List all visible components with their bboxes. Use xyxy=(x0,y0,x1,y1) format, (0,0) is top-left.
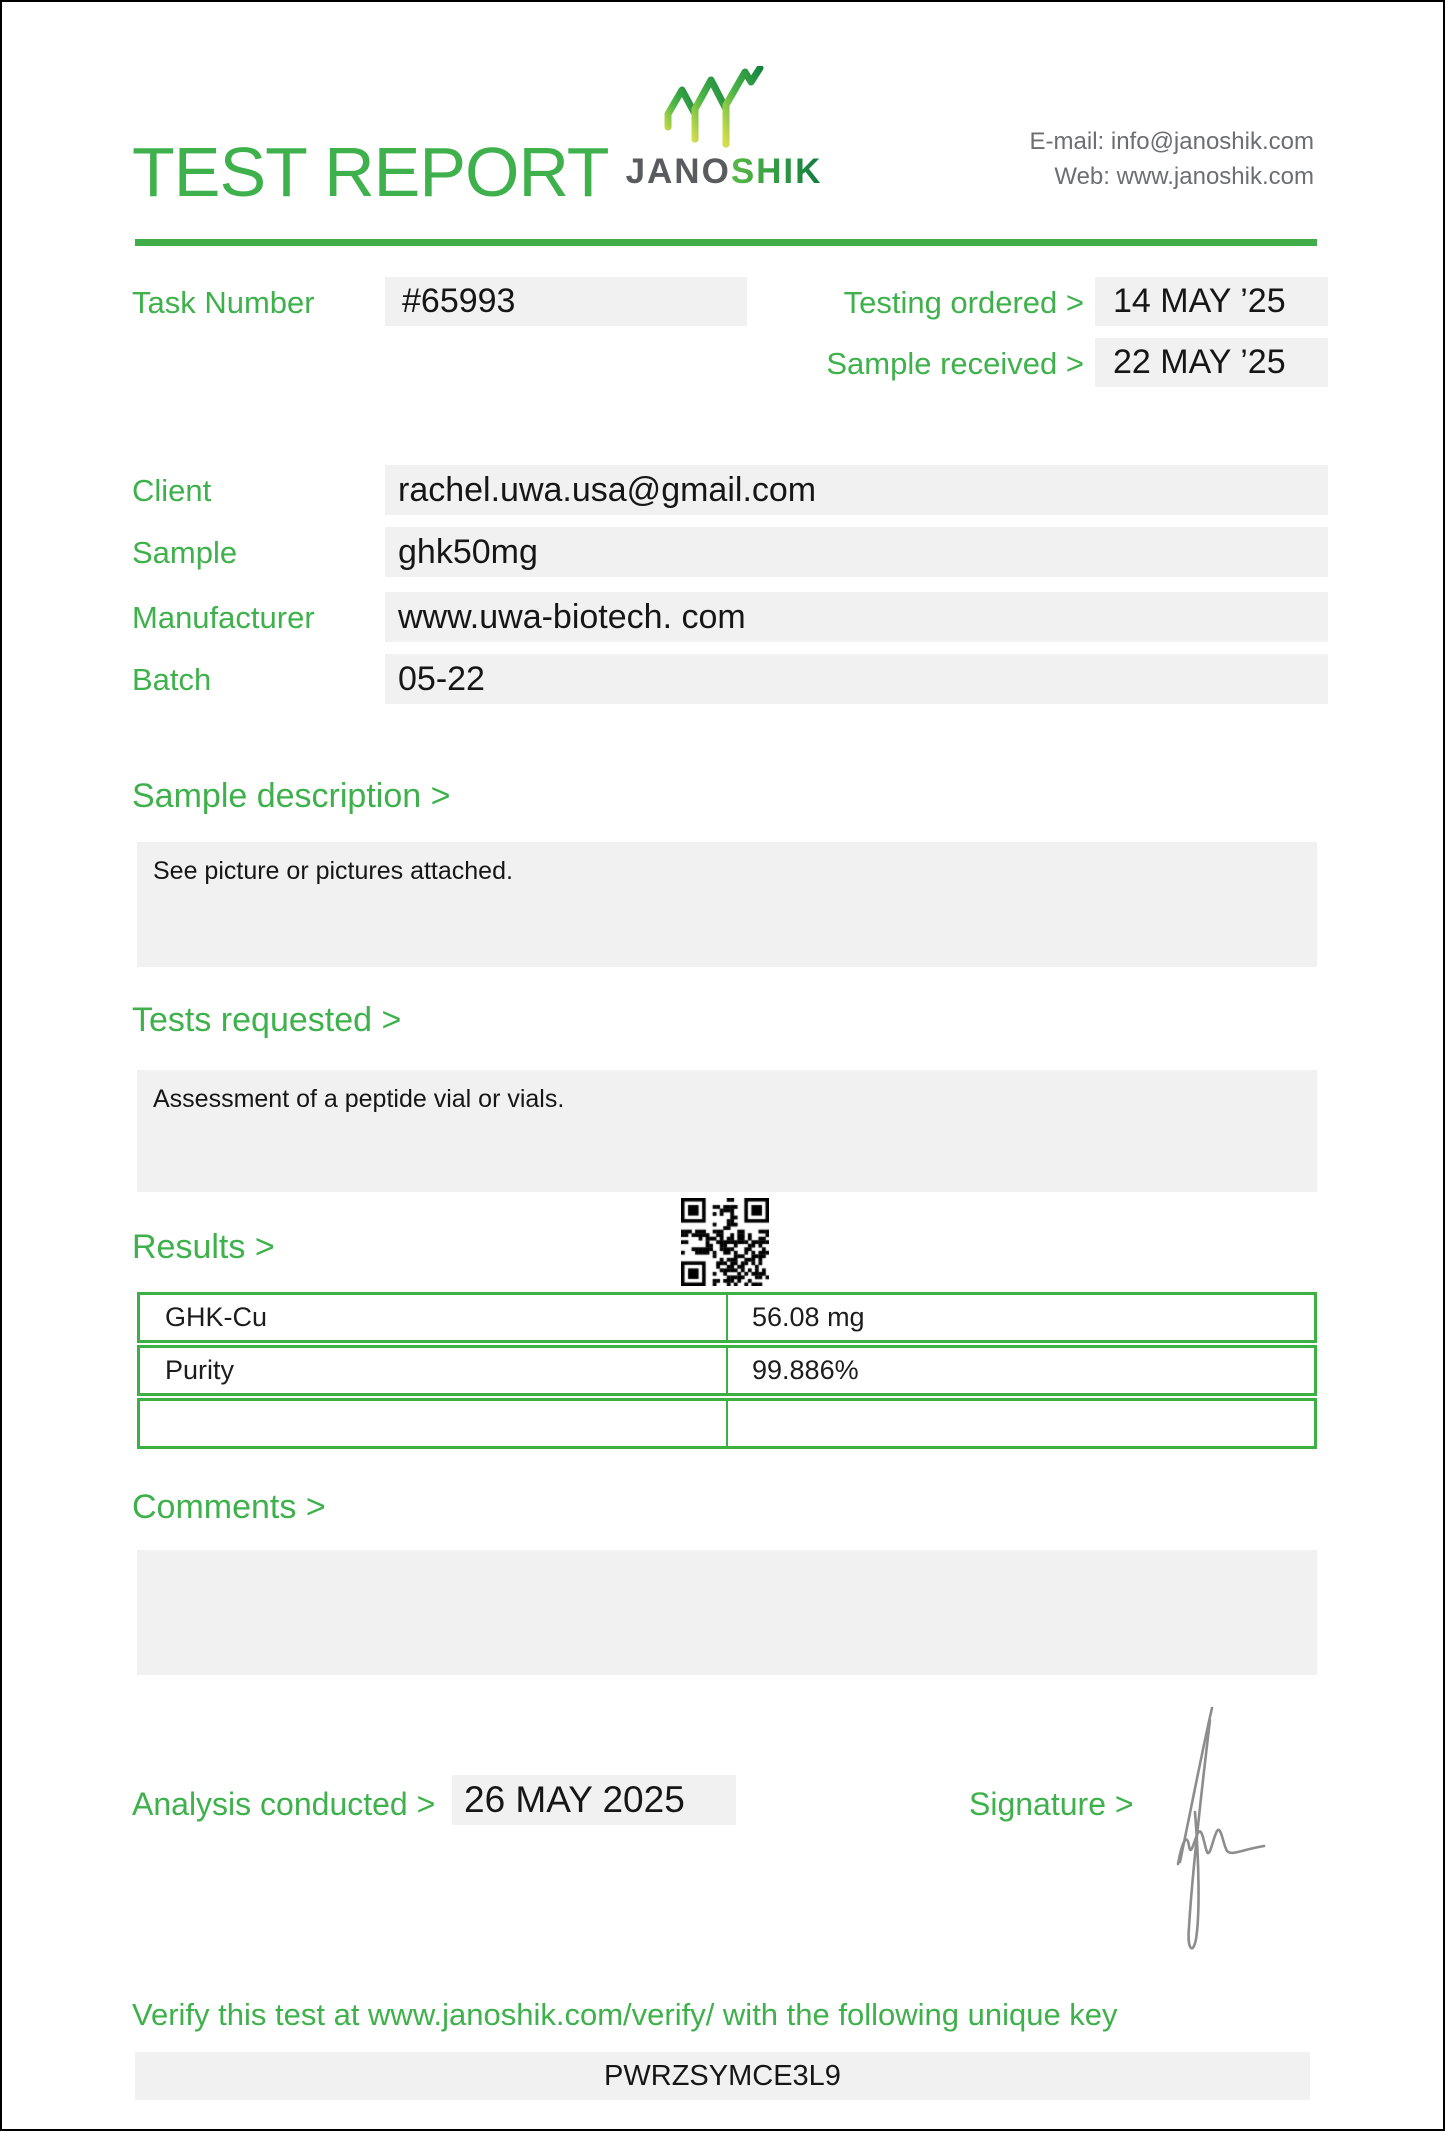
logo-wordmark xyxy=(624,154,824,190)
verify-key: PWRZSYMCE3L9 xyxy=(135,2052,1310,2100)
analysis-conducted-date: 26 MAY 2025 xyxy=(452,1775,736,1825)
web-text: Web: www.janoshik.com xyxy=(1054,163,1314,190)
sample-description-heading: Sample description > xyxy=(132,777,451,815)
result-value-cell: 99.886% xyxy=(752,1355,859,1385)
testing-ordered-label: Testing ordered > xyxy=(843,285,1084,320)
results-heading: Results > xyxy=(132,1228,275,1266)
logo-chart-icon xyxy=(660,66,790,150)
result-value-cell xyxy=(728,1401,1314,1446)
verify-text: Verify this test at www.janoshik.com/verify/ with the following unique key xyxy=(132,1997,1118,2032)
logo-shik: SHIK xyxy=(730,152,823,191)
signature-label: Signature > xyxy=(969,1786,1134,1822)
tests-requested-heading: Tests requested > xyxy=(132,1001,402,1039)
result-value-cell: 56.08 mg xyxy=(752,1302,865,1332)
logo-jano: JANO xyxy=(625,152,731,191)
tests-requested-box: Assessment of a peptide vial or vials. xyxy=(137,1070,1317,1192)
results-row xyxy=(137,1292,1317,1343)
detail-label-batch: Batch xyxy=(132,662,212,697)
header-divider xyxy=(135,239,1317,246)
report-title: TEST REPORT xyxy=(132,133,609,211)
comments-box xyxy=(137,1550,1317,1675)
qr-code xyxy=(681,1198,769,1286)
detail-value-client: rachel.uwa.usa@gmail.com xyxy=(385,465,1328,515)
result-name-cell: Purity xyxy=(140,1348,728,1393)
sample-received-date: 22 MAY ’25 xyxy=(1095,338,1328,387)
task-number-label: Task Number xyxy=(132,285,315,320)
contact-block xyxy=(1030,124,1314,194)
comments-heading: Comments > xyxy=(132,1488,326,1526)
results-row xyxy=(137,1345,1317,1396)
results-table xyxy=(137,1292,1317,1451)
email-text: E-mail: info@janoshik.com xyxy=(1029,128,1314,155)
sample-description-box: See picture or pictures attached. xyxy=(137,842,1317,967)
detail-label-sample: Sample xyxy=(132,535,238,570)
results-row xyxy=(137,1398,1317,1449)
detail-value-sample: ghk50mg xyxy=(385,527,1328,577)
result-name-cell xyxy=(140,1401,728,1446)
detail-value-batch: 05-22 xyxy=(385,654,1328,704)
task-number-value: #65993 xyxy=(385,277,747,326)
result-name-cell: GHK-Cu xyxy=(140,1295,728,1340)
detail-label-client: Client xyxy=(132,473,212,508)
detail-value-manufacturer: www.uwa-biotech. com xyxy=(385,592,1328,642)
sample-received-label: Sample received > xyxy=(826,346,1084,381)
testing-ordered-date: 14 MAY ’25 xyxy=(1095,277,1328,326)
signature-image xyxy=(1142,1692,1342,1972)
analysis-conducted-label: Analysis conducted > xyxy=(132,1786,436,1822)
detail-label-manufacturer: Manufacturer xyxy=(132,600,315,635)
